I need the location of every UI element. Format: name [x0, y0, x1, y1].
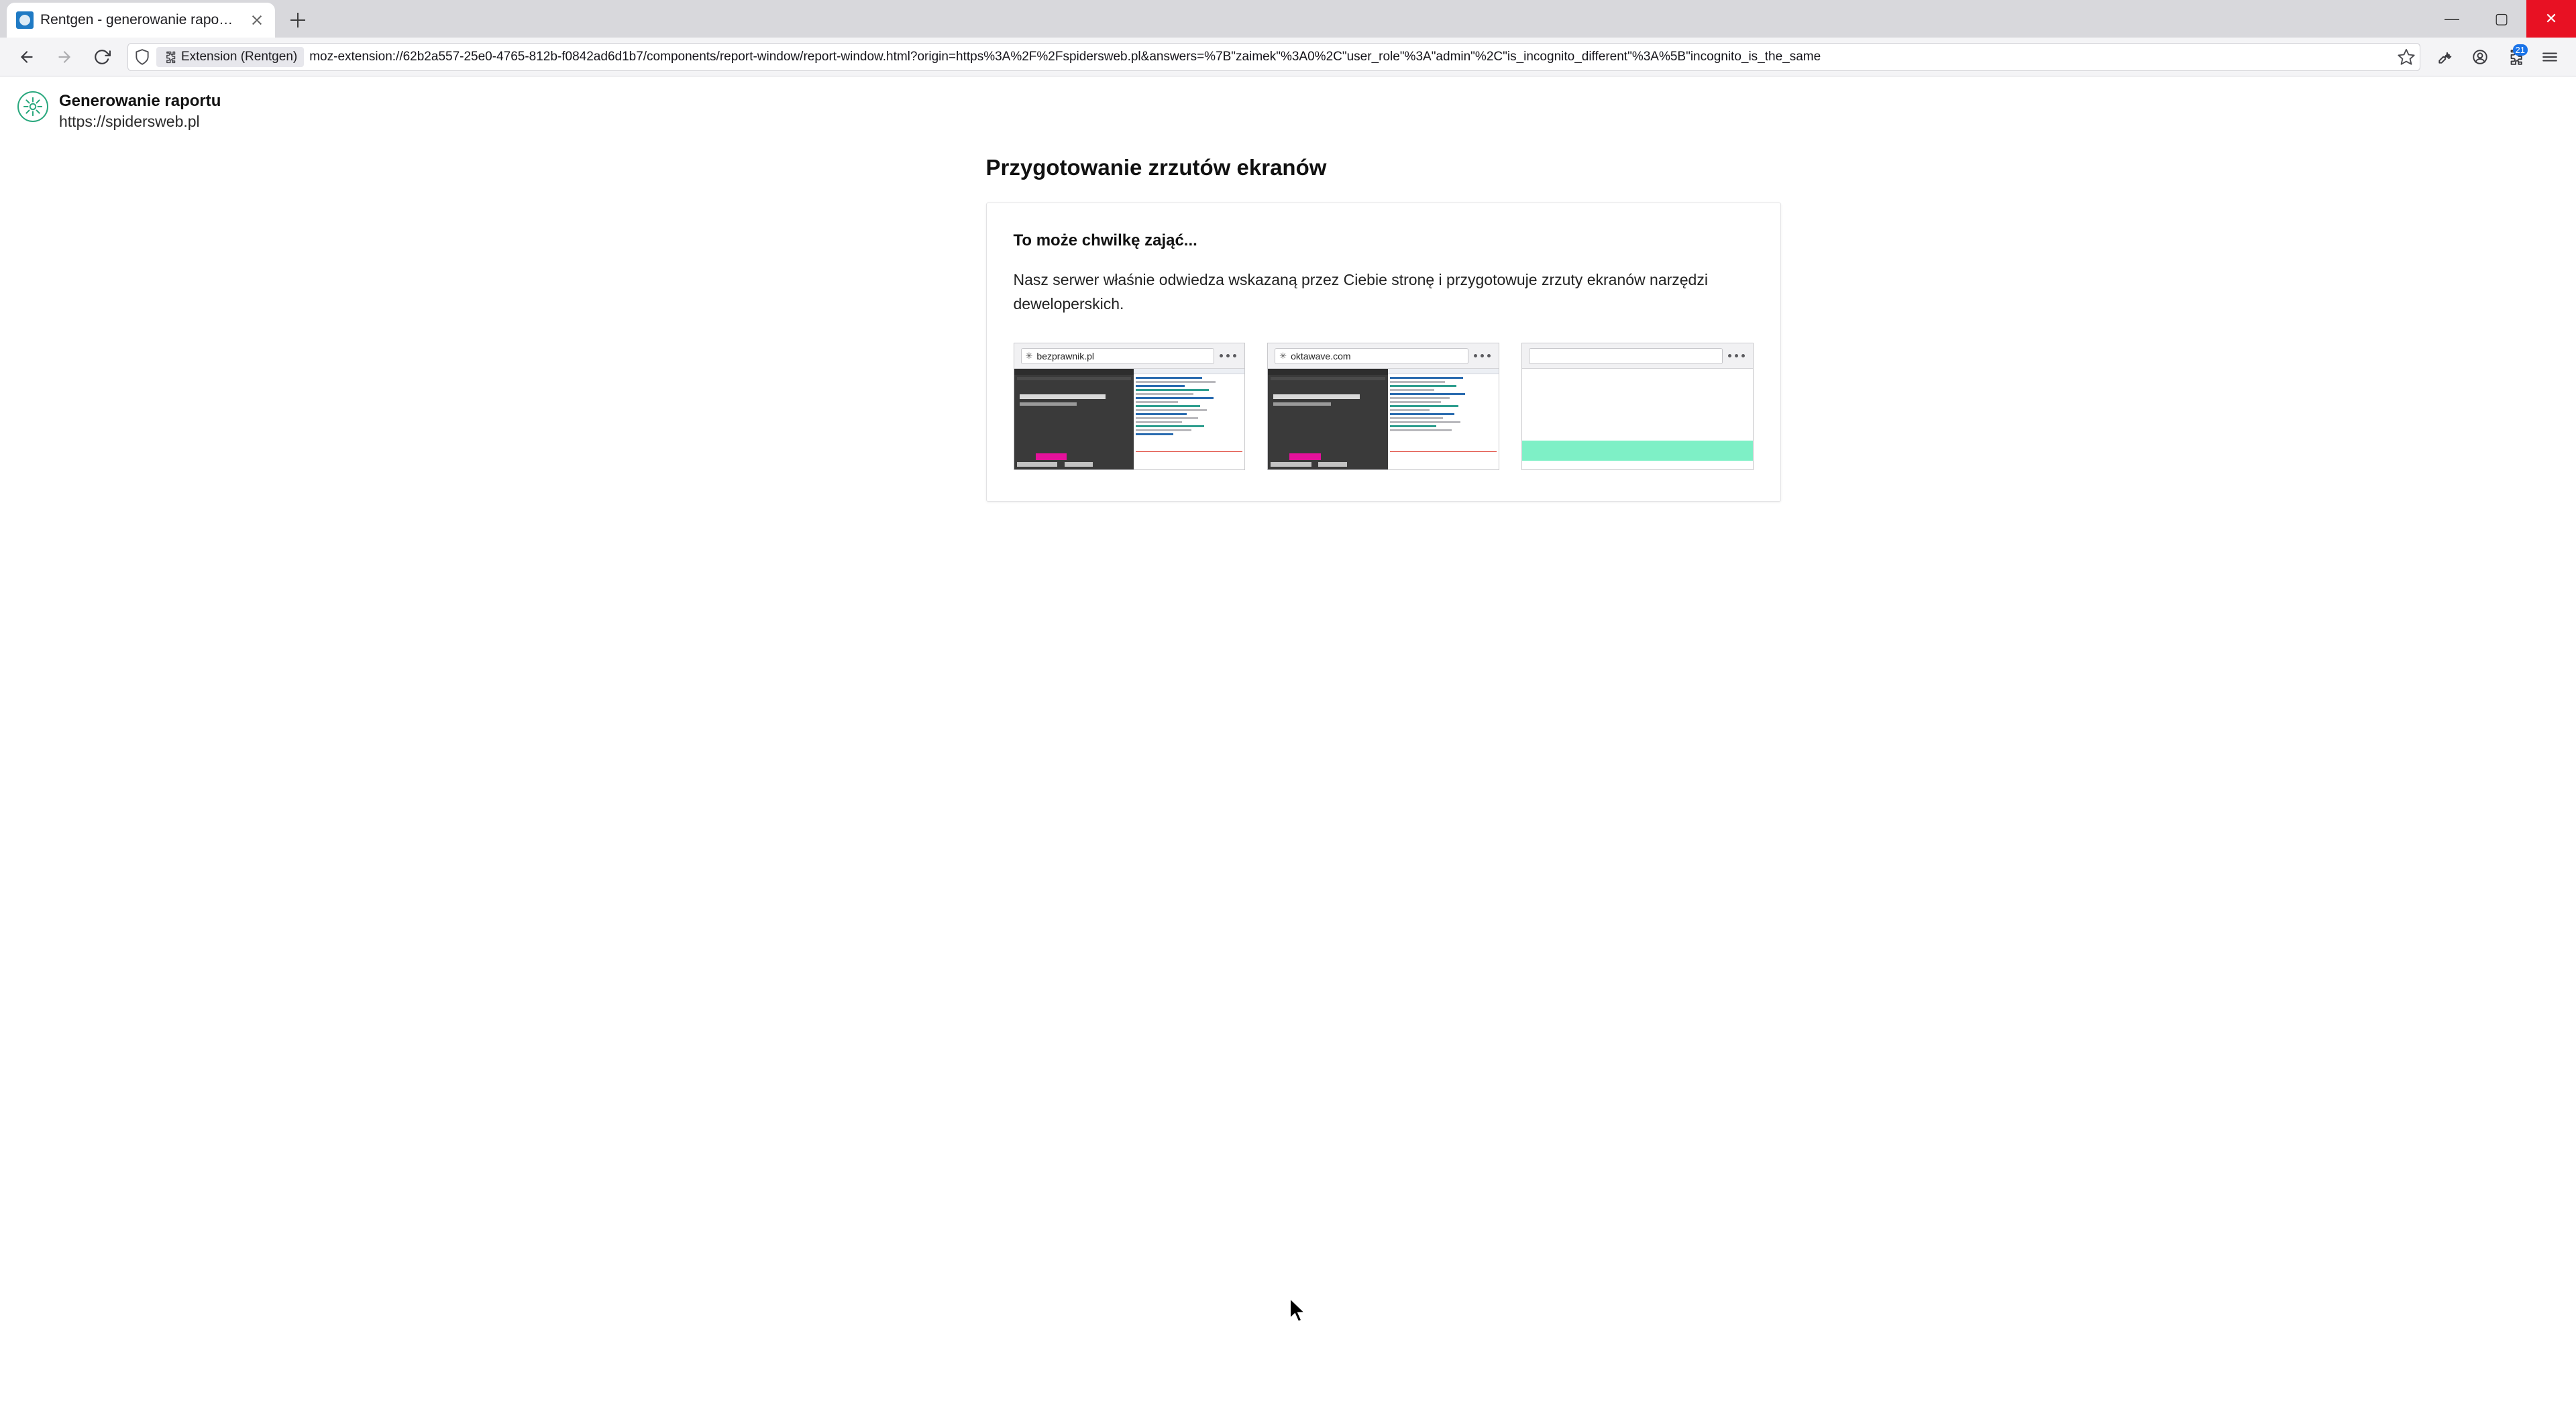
- close-window-button[interactable]: [2526, 0, 2576, 38]
- loading-progress-bar: [1522, 441, 1753, 461]
- thumbnail-devtools-preview: [1134, 369, 1244, 469]
- page-title: Przygotowanie zrzutów ekranów: [985, 155, 1327, 180]
- url-text[interactable]: moz-extension://62b2a557-25e0-4765-812b-f0842ad6d1b7/components/report-window/report-window.html?origin=https%3A%2F%2Fspidersweb.pl&answers=%7B"zaimek"%3A0%2C"user_role"%3A"admin"%2C"is_incognito_different"%3A%5B"incognito_is_the_same: [309, 49, 1821, 64]
- close-window-icon: ✕: [2544, 10, 2558, 27]
- screenshot-thumbnail[interactable]: [1267, 343, 1499, 470]
- browser-title-bar: [0, 0, 2576, 38]
- extension-chip-label: Extension (Rentgen): [181, 49, 298, 64]
- status-card-text: Nasz serwer właśnie odwiedza wskazaną przez Ciebie stronę i przygotowuje zrzuty ekranów narzędzi deweloperskich.: [1013, 271, 1708, 313]
- thumbnail-url-field: [1021, 348, 1215, 364]
- thumbnail-url-text: bezprawnik.pl: [1036, 350, 1095, 361]
- thumbnail-address-bar: [1014, 343, 1245, 369]
- screenshot-thumbnail[interactable]: [1014, 343, 1246, 470]
- thumbnail-page-preview: [1014, 369, 1134, 469]
- thumbnail-preview: [1522, 369, 1753, 469]
- puzzle-icon: [163, 50, 176, 64]
- browser-nav-bar: [0, 38, 2576, 76]
- thumbnail-url-text: oktawave.com: [1291, 350, 1351, 361]
- new-tab-button[interactable]: [282, 4, 314, 36]
- screenshot-thumbnail-loading[interactable]: [1521, 343, 1754, 470]
- close-tab-icon[interactable]: [248, 11, 266, 29]
- rentgen-favicon: [16, 11, 34, 29]
- minimize-button[interactable]: [2427, 0, 2477, 38]
- extensions-button[interactable]: [2498, 40, 2532, 74]
- thumbnail-address-bar: [1268, 343, 1499, 369]
- window-controls: [2427, 0, 2576, 38]
- page-header: [0, 76, 2576, 131]
- maximize-button[interactable]: [2477, 0, 2526, 38]
- status-card: [986, 203, 1781, 502]
- thumbnail-devtools-preview: [1388, 369, 1499, 469]
- thumbnail-url-field: [1275, 348, 1468, 364]
- thumbnail-menu-icon[interactable]: [1220, 354, 1238, 357]
- url-bar[interactable]: [127, 43, 2420, 71]
- bookmark-star-icon[interactable]: [2397, 48, 2416, 66]
- main-content: [891, 155, 1708, 502]
- report-header-title: Generowanie raportu: [59, 92, 221, 110]
- account-icon[interactable]: [2463, 40, 2497, 74]
- mouse-cursor: [1290, 1298, 1307, 1324]
- browser-tab[interactable]: [7, 3, 275, 38]
- sun-icon: ✳: [1279, 351, 1287, 361]
- report-header-url: https://spidersweb.pl: [59, 113, 200, 130]
- rentgen-logo-icon: [17, 91, 48, 122]
- status-card-title: To może chwilkę zająć...: [1013, 231, 1197, 249]
- devtools-wrench-icon[interactable]: [2428, 40, 2462, 74]
- thumbnail-url-field: [1529, 348, 1723, 364]
- reload-button[interactable]: [85, 40, 119, 74]
- tab-title: Rentgen - generowanie rapo…: [40, 12, 233, 27]
- thumbnail-address-bar: [1522, 343, 1753, 369]
- back-button[interactable]: [9, 40, 44, 74]
- thumbnail-menu-icon[interactable]: [1728, 354, 1746, 357]
- maximize-icon: ▢: [2494, 10, 2509, 27]
- forward-button[interactable]: [47, 40, 82, 74]
- shield-icon[interactable]: [133, 48, 151, 66]
- thumbnail-menu-icon[interactable]: [1474, 354, 1492, 357]
- thumbnail-preview: [1268, 369, 1499, 469]
- toolbar-icons: [2428, 40, 2567, 74]
- extensions-count-badge: 21: [2513, 44, 2528, 56]
- minimize-icon: —: [2445, 10, 2459, 27]
- sun-icon: ✳: [1025, 351, 1033, 361]
- extension-identity-chip[interactable]: [156, 47, 304, 67]
- app-menu-button[interactable]: [2533, 40, 2567, 74]
- thumbnail-page-preview: [1268, 369, 1388, 469]
- screenshot-thumbnail-list: [1014, 343, 1754, 470]
- thumbnail-preview: [1014, 369, 1245, 469]
